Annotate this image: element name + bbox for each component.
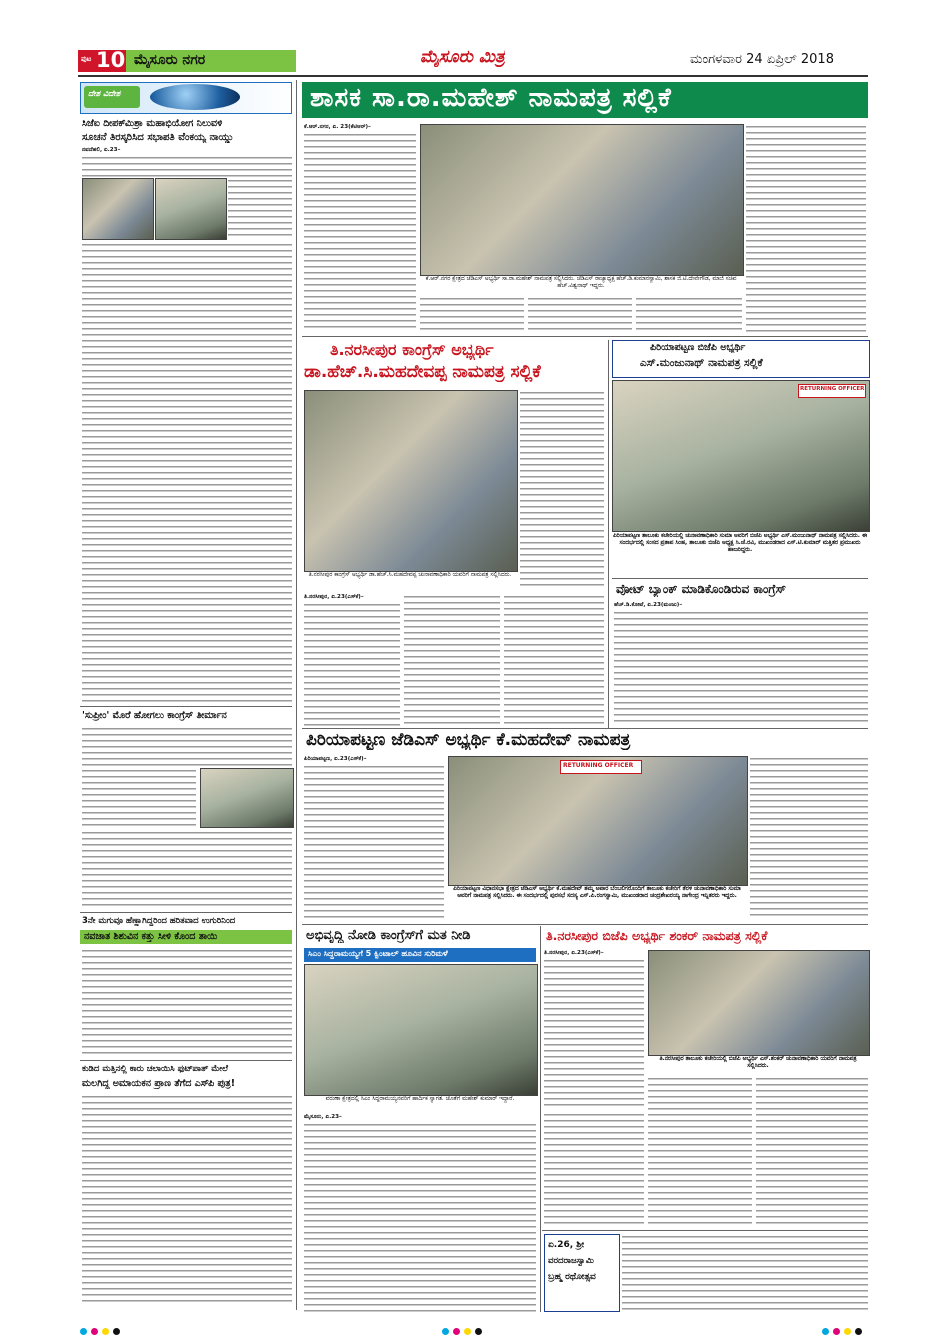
left-story4-headline-2: ಮಲಗಿದ್ದ ಅಮಾಯಕನ ಪ್ರಾಣ ತೆಗೆದ ಎಸ್‍ಪಿ ಪುತ್ರ! bbox=[82, 1078, 236, 1089]
left-story1-body-c bbox=[82, 242, 292, 702]
box-title: ದೇಶ ವಿದೇಶ bbox=[88, 90, 121, 98]
bottom-box-line3: ಬ್ರಹ್ಮ ರಥೋತ್ಸವ bbox=[548, 1272, 596, 1282]
column-divider-lower bbox=[540, 926, 541, 1312]
vote-bank-dateline: ಹೆಚ್.ಡಿ.ಕೋಟೆ, ಏ.23(ಮಂಜು)– bbox=[614, 602, 683, 608]
tn-congress-dateline: ತಿ.ನರಸೀಪುರ, ಏ.23(ಎಸ್‍ಕೆ)– bbox=[304, 594, 364, 600]
bjp-shankar-caption-box bbox=[648, 1056, 868, 1072]
paper-name: ಮೈಸೂರು ಮಿತ್ರ bbox=[420, 47, 505, 67]
photo-supreme-court bbox=[200, 768, 294, 828]
bottom-box-line1: ಏ.26, ಶ್ರೀ bbox=[548, 1240, 585, 1250]
left-story2-headline: 'ಸುಪ್ರೀಂ' ಮೊರೆ ಹೋಗಲು ಕಾಂಗ್ರೆಸ್ ತೀರ್ಮಾನ bbox=[82, 710, 227, 721]
masthead-rule bbox=[78, 75, 868, 77]
vote-bank-rule bbox=[612, 578, 868, 579]
tn-congress-body-2 bbox=[404, 594, 500, 726]
left-story2-body-c bbox=[82, 830, 292, 910]
left-story1-body-b bbox=[228, 178, 292, 240]
reg-dot-black bbox=[113, 1328, 120, 1335]
lead-caption: ಕೆ.ಆರ್.ನಗರ ಕ್ಷೇತ್ರದ ಜೆಡಿಎಸ್ ಅಭ್ಯರ್ಥಿ ಸಾ.ರಾ.ಮಹೇಶ್ ನಾಮಪತ್ರ ಸಲ್ಲಿಸಿದರು. ಜೆಡಿಎಸ್ ರಾಜ್ಯಾಧ್ಯಕ್ಷ ಹೆಚ್.ಡಿ.ಕುಮಾರಸ್ವಾಮಿ, ಶಾಸಕ ಜಿ.ಟಿ.ದೇವೇಗೌಡ, ಮಾಜಿ ಸಚಿವ ಹೆಚ್.ವಿಶ್ವನಾಥ್ ಇದ್ದರು. bbox=[425, 276, 737, 289]
reg-dot-magenta-2 bbox=[453, 1328, 460, 1335]
globe-icon bbox=[150, 84, 240, 110]
reg-dot-cyan bbox=[80, 1328, 87, 1335]
reg-dot-cyan-3 bbox=[822, 1328, 829, 1335]
left-story4-body bbox=[82, 1094, 292, 1304]
left-story3-body bbox=[82, 948, 292, 1058]
development-body bbox=[304, 1122, 536, 1312]
bjp-shankar-dateline: ತಿ.ನರಸೀಪುರ, ಏ.23(ಎಸ್‍ಕೆ)– bbox=[544, 950, 604, 956]
lead-body-col5 bbox=[746, 124, 866, 332]
reg-dot-magenta-3 bbox=[833, 1328, 840, 1335]
left-story3-headline-1: 3ನೇ ಮಗುವೂ ಹೆಣ್ಣಾಗಿದ್ದರಿಂದ ಹರಿತವಾದ ಉಗುರಿನಿಂದ bbox=[82, 916, 236, 926]
tn-congress-headline-1: ತಿ.ನರಸೀಪುರ ಕಾಂಗ್ರೆಸ್ ಅಭ್ಯರ್ಥಿ bbox=[330, 340, 494, 359]
bjp-shankar-photo bbox=[648, 950, 870, 1056]
bjp-shankar-caption: ತಿ.ನರಸೀಪುರ ತಾಲೂಕು ಕಚೇರಿಯಲ್ಲಿ ಬಿಜೆಪಿ ಅಭ್ಯರ್ಥಿ ಎಸ್.ಶಂಕರ್ ಚುನಾವಣಾಧಿಕಾರಿ ಯವರಿಗೆ ನಾಮಪತ್ರ ಸಲ್ಲಿಸಿದರು. bbox=[659, 1056, 857, 1069]
column-divider-mid bbox=[608, 340, 609, 728]
mid-band-rule bbox=[302, 728, 868, 729]
left-story2-body-a bbox=[82, 726, 292, 766]
lead-photo bbox=[420, 124, 744, 276]
pp-jds-headline: ಪಿರಿಯಾಪಟ್ಟಣ ಜೆಡಿಎಸ್ ಅಭ್ಯರ್ಥಿ ಕೆ.ಮಹದೇವ್ ನಾಮಪತ್ರ bbox=[306, 730, 631, 750]
tn-congress-body-1 bbox=[304, 602, 400, 726]
reg-dot-magenta bbox=[91, 1328, 98, 1335]
pp-jds-body-2 bbox=[750, 756, 868, 920]
left-story1-headline-2: ಸೂಚನೆ ತಿರಸ್ಕರಿಸಿದ ಸಭಾಪತಿ ವೆಂಕಯ್ಯ ನಾಯ್ಡು bbox=[82, 132, 234, 143]
pp-jds-body-1 bbox=[304, 764, 444, 920]
lead-body-col1 bbox=[304, 132, 416, 332]
pp-bjp-sign-text: RETURNING OFFICER bbox=[800, 386, 865, 392]
section-title: ಮೈಸೂರು ನಗರ bbox=[134, 52, 206, 68]
development-subheadline: ಸಿಎಂ ಸಿದ್ದರಾಮಯ್ಯಗೆ 5 ಕ್ವಿಂಟಾಲ್ ಹೂವಿನ ಸುರಿಮಳೆ bbox=[308, 949, 448, 958]
lead-bottom-rule bbox=[302, 336, 868, 337]
tn-congress-body-side bbox=[520, 390, 604, 590]
pp-bjp-headline-2: ಎಸ್.ಮಂಜುನಾಥ್ ನಾಮಪತ್ರ ಸಲ್ಲಿಕೆ bbox=[640, 357, 763, 369]
pp-bjp-caption-box bbox=[612, 533, 868, 565]
bottom-box-body bbox=[622, 1234, 868, 1310]
left-rule-1 bbox=[80, 706, 292, 707]
lead-body-col3 bbox=[528, 296, 632, 332]
registration-marks-right bbox=[820, 1320, 864, 1339]
left-story2-body-b bbox=[82, 768, 196, 828]
photo-deepak-mishra bbox=[82, 178, 154, 240]
reg-dot-black-2 bbox=[475, 1328, 482, 1335]
bjp-shankar-body-2 bbox=[648, 1076, 752, 1226]
bjp-shankar-body-4 bbox=[544, 1112, 644, 1226]
lead-body-col4 bbox=[636, 296, 742, 332]
pp-jds-sign-text: RETURNING OFFICER bbox=[563, 762, 634, 769]
issue-date: ಮಂಗಳವಾರ 24 ಏಪ್ರಿಲ್ 2018 bbox=[690, 52, 834, 67]
development-caption-box bbox=[304, 1096, 536, 1112]
registration-marks-center bbox=[440, 1320, 484, 1339]
pp-bjp-headline-1: ಪಿರಿಯಾಪಟ್ಟಣ ಬಿಜೆಪಿ ಅಭ್ಯರ್ಥಿ bbox=[650, 342, 746, 353]
lead-headline: ಶಾಸಕ ಸಾ.ರಾ.ಮಹೇಶ್ ನಾಮಪತ್ರ ಸಲ್ಲಿಕೆ bbox=[310, 83, 672, 113]
left-rule-2 bbox=[80, 912, 292, 913]
vote-bank-headline: ವೋಟ್ ಬ್ಯಾಂಕ್ ಮಾಡಿಕೊಂಡಿರುವ ಕಾಂಗ್ರೆಸ್ bbox=[616, 582, 787, 596]
pp-jds-dateline: ಪಿರಿಯಾಪಟ್ಟಣ, ಏ.23(ಎಸ್‍ಕೆ)– bbox=[304, 756, 367, 762]
development-dateline: ಮೈಸೂರು, ಏ.23– bbox=[304, 1114, 342, 1120]
tn-congress-body-3 bbox=[504, 594, 604, 726]
tn-congress-caption-box bbox=[304, 572, 516, 588]
bjp-shankar-headline: ತಿ.ನರಸೀಪುರ ಬಿಜೆಪಿ ಅಭ್ಯರ್ಥಿ ಶಂಕರ್ ನಾಮಪತ್ರ ಸಲ್ಲಿಕೆ bbox=[546, 928, 768, 943]
development-caption: ವರುಣಾ ಕ್ಷೇತ್ರದಲ್ಲಿ ಸಿಎಂ ಸಿದ್ದರಾಮಯ್ಯನವರಿಗೆ ಹಾರ್ದಿಕ ಸ್ವಾಗತ. ಜೊತೆಗೆ ಮಹೇಶ್ ಕುಮಾರ್ ಇದ್ದಾರೆ. bbox=[325, 1096, 515, 1102]
tn-congress-photo bbox=[304, 390, 518, 572]
pp-bjp-caption: ಪಿರಿಯಾಪಟ್ಟಣ ತಾಲೂಕು ಕಚೇರಿಯಲ್ಲಿ ಚುನಾವಣಾಧಿಕಾರಿ ಸುಮಾ ಅವರಿಗೆ ಬಿಜೆಪಿ ಅಭ್ಯರ್ಥಿ ಎಸ್.ಮಂಜುನಾಥ್ ನಾಮಪತ್ರ ಸಲ್ಲಿಸಿದರು. ಈ ಸಂದರ್ಭದಲ್ಲಿ ಸಂಸದ ಪ್ರತಾಪ ಸಿಂಹ, ತಾಲೂಕು ಬಿಜೆಪಿ ಅಧ್ಯಕ್ಷ ಸಿ.ಜೆ.ರವಿ, ಮುಖಂಡರಾದ ಎಸ್.ಟಿ.ಕುಮಾರ್ ಮತ್ತಿತರ ಪ್ರಮುಖರು ಹಾಜರಿದ್ದರು. bbox=[612, 533, 868, 553]
tn-congress-caption: ತಿ.ನರಸೀಪುರ ಕಾಂಗ್ರೆಸ್ ಅಭ್ಯರ್ಥಿ ಡಾ.ಹೆಚ್.ಸಿ.ಮಹದೇವಪ್ಪ ಚುನಾವಣಾಧಿಕಾರಿ ಯವರಿಗೆ ನಾಮಪತ್ರ ಸಲ್ಲಿಸಿದರು. bbox=[308, 572, 512, 578]
pp-jds-photo bbox=[448, 756, 748, 886]
left-rule-3 bbox=[80, 1060, 292, 1061]
bottom-box-rule bbox=[542, 1230, 868, 1231]
photo-venkaiah-naidu bbox=[155, 178, 227, 240]
left-story1-dateline: ನವದೆಹಲಿ, ಏ.23– bbox=[82, 147, 121, 153]
lower-band-rule bbox=[302, 924, 868, 925]
development-headline: ಅಭಿವೃದ್ಧಿ ನೋಡಿ ಕಾಂಗ್ರೆಸ್‍ಗೆ ಮತ ನೀಡಿ bbox=[306, 928, 471, 943]
bjp-shankar-body-1 bbox=[544, 958, 644, 1108]
column-divider-left bbox=[296, 80, 297, 1310]
pp-bjp-photo bbox=[612, 380, 870, 532]
pp-jds-caption-box bbox=[448, 886, 746, 920]
lead-caption-box bbox=[420, 276, 742, 292]
lead-body-col2 bbox=[420, 296, 524, 332]
left-story1-body-a bbox=[82, 155, 292, 177]
reg-dot-black-3 bbox=[855, 1328, 862, 1335]
reg-dot-cyan-2 bbox=[442, 1328, 449, 1335]
left-story3-headline-2: ನವಜಾತ ಶಿಶುವಿನ ಕತ್ತು ಸೀಳಿ ಕೊಂದ ತಾಯಿ bbox=[84, 931, 218, 942]
development-photo bbox=[304, 964, 538, 1096]
registration-marks-left bbox=[78, 1320, 122, 1339]
bjp-shankar-body-3 bbox=[756, 1076, 868, 1226]
bottom-box-line2: ವರದರಾಜಸ್ವಾಮಿ bbox=[548, 1256, 594, 1266]
reg-dot-yellow-3 bbox=[844, 1328, 851, 1335]
pp-jds-caption: ಪಿರಿಯಾಪಟ್ಟಣ ವಿಧಾನಸಭಾ ಕ್ಷೇತ್ರದ ಜೆಡಿಎಸ್ ಅಭ್ಯರ್ಥಿ ಕೆ.ಮಹದೇವ್ ತಮ್ಮ ಅಪಾರ ಬೆಂಬಲಿಗರೊಂದಿಗೆ ತಾಲೂಕು ಕಚೇರಿಗೆ ತೆರಳಿ ಚುನಾವಣಾಧಿಕಾರಿ ಸುಮಾ ಅವರಿಗೆ ನಾಮಪತ್ರ ಸಲ್ಲಿಸಿದರು. ಈ ಸಂದರ್ಭದಲ್ಲಿ ಪುರಸಭೆ ಸದಸ್ಯ ಎಸ್.ಪಿ.ರಂಗಸ್ವಾಮಿ, ಮುಖಂಡರಾದ ಚಂದ್ರಶೇಖರಯ್ಯ ನಾಗೇಂದ್ರ ಇನ್ನಿತರರು ಇದ್ದರು. bbox=[453, 886, 741, 899]
reg-dot-yellow-2 bbox=[464, 1328, 471, 1335]
left-story1-headline-1: ಸಿಜೆಐ ದೀಪಕ್‍ಮಿಶ್ರಾ ಮಹಾಭಿಯೋಗ ನಿಲುವಳಿ bbox=[82, 118, 223, 129]
left-story4-headline-1: ಕುಡಿದ ಮತ್ತಿನಲ್ಲಿ ಕಾರು ಚಲಾಯಿಸಿ ಫುಟ್‍ಪಾತ್ ಮೇಲೆ bbox=[82, 1064, 228, 1074]
page-number: 10 bbox=[96, 48, 126, 72]
tn-congress-headline-2: ಡಾ.ಹೆಚ್.ಸಿ.ಮಹದೇವಪ್ಪ ನಾಮಪತ್ರ ಸಲ್ಲಿಕೆ bbox=[304, 362, 541, 382]
lead-dateline: ಕೆ.ಆರ್.ನಗರ, ಏ. 23(ಕೆಟಿಆರ್)– bbox=[304, 124, 371, 130]
reg-dot-yellow bbox=[102, 1328, 109, 1335]
page-label: ಪುಟ bbox=[81, 55, 92, 63]
vote-bank-body bbox=[614, 610, 868, 726]
